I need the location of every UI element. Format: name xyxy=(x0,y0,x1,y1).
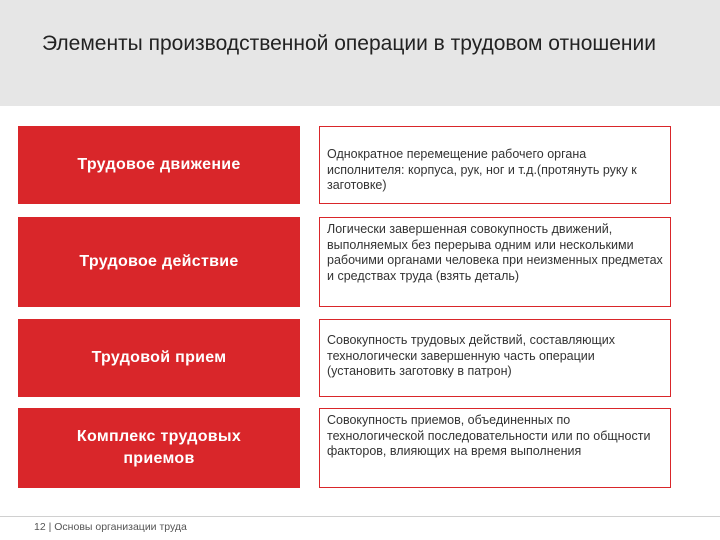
element-label-technique xyxy=(18,319,300,397)
footer-divider xyxy=(0,516,720,517)
element-label-text: Трудовой прием xyxy=(91,349,227,366)
element-label-complex xyxy=(18,408,300,488)
element-label-action xyxy=(18,217,300,307)
page-number: 12 xyxy=(34,521,46,533)
footer xyxy=(34,521,187,533)
element-label-text: Трудовое движение xyxy=(77,156,241,173)
footer-section: Основы организации труда xyxy=(54,521,187,533)
element-description-movement: Однократное перемещение рабочего органа исполнителя: корпуса, рук, ног и т.д.(протянуть руку к заготовке) xyxy=(319,126,671,204)
element-description-complex: Совокупность приемов, объединенных по технологической последовательности или по общности факторов, влияющих на время выполнения xyxy=(319,408,671,488)
element-label-text: Трудовое действие xyxy=(79,253,239,270)
page-title: Элементы производственной операции в трудовом отношении xyxy=(42,32,656,55)
element-description-technique: Совокупность трудовых действий, составляющих технологически завершенную часть операции (установить заготовку в патрон) xyxy=(319,319,671,397)
element-description-action: Логически завершенная совокупность движений, выполняемых без перерыва одним или несколькими рабочими органами человека при неизменных предметах и средствах труда (взять деталь) xyxy=(319,217,671,307)
element-label-text: Комплекс трудовых приемов xyxy=(76,428,242,467)
footer-separator: | xyxy=(48,521,52,533)
element-label-movement xyxy=(18,126,300,204)
